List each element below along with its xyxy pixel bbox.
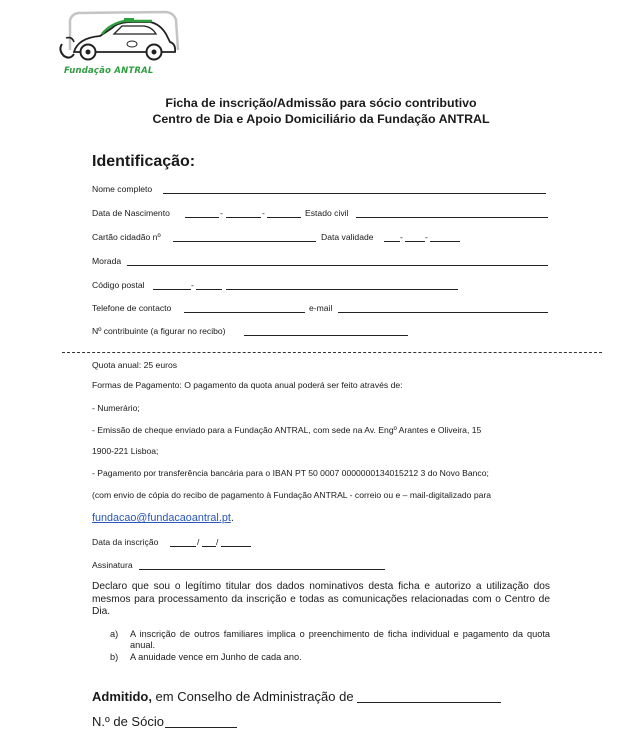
birth-month-field[interactable]: [226, 217, 261, 218]
validade-month-field[interactable]: [405, 241, 425, 242]
email-link[interactable]: fundacao@fundacaoantral.pt: [92, 512, 231, 524]
label-cartao: Cartão cidadão nº: [92, 232, 161, 242]
inscricao-year-field[interactable]: [221, 546, 251, 547]
email-field[interactable]: [338, 312, 548, 313]
numero-socio-field[interactable]: [165, 727, 237, 728]
label-email: e-mail: [309, 303, 333, 313]
inscricao-day-field[interactable]: [170, 546, 196, 547]
validade-year-field[interactable]: [430, 241, 460, 242]
email-link-line: [92, 512, 234, 524]
admitido-line: [92, 689, 354, 704]
numerario-text: - Numerário;: [92, 403, 140, 413]
email-link-period: .: [230, 512, 234, 524]
estado-civil-field[interactable]: [356, 217, 548, 218]
form-title-line1: Ficha de inscrição/Admissão para sócio contributivo: [165, 96, 477, 110]
validade-sep-2: -: [425, 232, 428, 242]
declaracao-text: Declaro que sou o legítimo titular dos dados nominativos desta ficha e autorizo a utilização dos mesmos para processamento da inscrição e todas as comunicações relacionadas com o Centro de Dia.: [92, 581, 550, 618]
nota-a-marker: a): [110, 629, 119, 639]
conselho-label: em Conselho de Administração de: [151, 689, 354, 704]
assinatura-field[interactable]: [139, 569, 385, 570]
label-validade: Data validade: [321, 232, 374, 242]
inscricao-sep-1: /: [197, 537, 200, 547]
birth-sep-2: -: [262, 208, 265, 218]
nome-field[interactable]: [163, 193, 546, 194]
birth-day-field[interactable]: [185, 217, 219, 218]
label-morada: Morada: [92, 256, 122, 266]
nota-b-marker: b): [110, 652, 119, 662]
label-estado-civil: Estado civil: [305, 208, 349, 218]
codigo-sep: -: [191, 280, 194, 290]
cut-line-divider: [62, 352, 602, 353]
localidade-field[interactable]: [226, 289, 458, 290]
birth-year-field[interactable]: [267, 217, 301, 218]
label-numero-socio: N.º de Sócio: [92, 714, 164, 729]
cheque-text-2: 1900-221 Lisboa;: [92, 446, 159, 456]
cartao-field[interactable]: [173, 241, 316, 242]
contribuinte-field[interactable]: [244, 335, 408, 336]
label-telefone: Telefone de contacto: [92, 303, 172, 313]
formas-pagamento-text: Formas de Pagamento: O pagamento da quota anual poderá ser feito através de:: [92, 380, 403, 390]
label-nome: Nome completo: [92, 184, 153, 194]
transferencia-text: - Pagamento por transferência bancária para o IBAN PT 50 0007 0000000134015212 3 do Novo Banco;: [92, 468, 489, 478]
quota-text: Quota anual: 25 euros: [92, 360, 178, 370]
form-title-line2: Centro de Dia e Apoio Domiciliário da Fundação ANTRAL: [152, 112, 490, 126]
codigo-postal-field-2[interactable]: [196, 289, 222, 290]
telefone-field[interactable]: [184, 312, 305, 313]
label-nascimento: Data de Nascimento: [92, 208, 170, 218]
section-heading-identificacao: Identificação:: [92, 153, 196, 170]
cheque-text-1: - Emissão de cheque enviado para a Fundação ANTRAL, com sede na Av. Engº Arantes e Oliveira, 15: [92, 425, 482, 435]
nota-b-text: A anuidade vence em Junho de cada ano.: [130, 652, 302, 662]
birth-sep-1: -: [220, 208, 223, 218]
codigo-postal-field-1[interactable]: [153, 289, 191, 290]
label-assinatura: Assinatura: [92, 560, 133, 570]
data-conselho-field[interactable]: [357, 702, 501, 703]
logo-text: Fundação ANTRAL: [64, 66, 154, 76]
label-contribuinte: Nº contribuinte (a figurar no recibo): [92, 326, 226, 336]
envio-text: (com envio de cópia do recibo de pagamento à Fundação ANTRAL - correio ou e – mail-digitalizado para: [92, 490, 492, 500]
label-codigo-postal: Código postal: [92, 280, 145, 290]
admitido-label: Admitido,: [92, 689, 152, 704]
nota-a-text: A inscrição de outros familiares implica o preenchimento de ficha individual e pagamento da quota anual.: [130, 629, 550, 650]
validade-day-field[interactable]: [384, 241, 400, 242]
morada-field[interactable]: [127, 265, 548, 266]
inscricao-month-field[interactable]: [202, 546, 216, 547]
inscricao-sep-2: /: [216, 537, 219, 547]
label-data-inscricao: Data da inscrição: [92, 537, 159, 547]
validade-sep-1: -: [400, 232, 403, 242]
